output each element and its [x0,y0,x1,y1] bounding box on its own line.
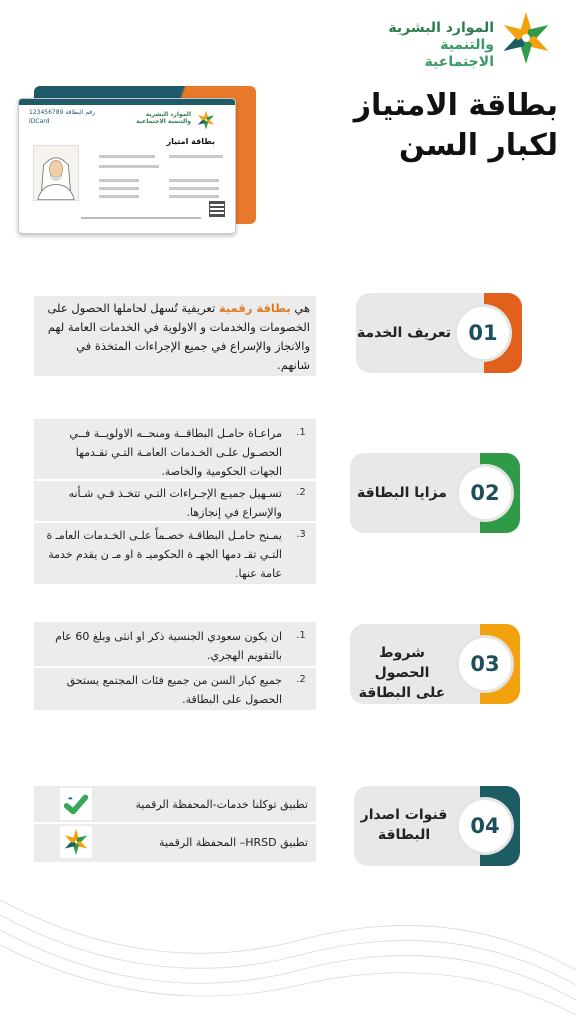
section-02-number: 02 [456,464,514,522]
service-definition-text [34,296,316,378]
condition-item-2-number: 2. [296,674,306,685]
card-logo-line-1: الموارد البشرية [145,111,191,118]
definition-prefix: هي [290,301,310,315]
card-hrsd-star-icon [195,109,217,131]
section-04-content [34,786,316,862]
section-01-label: تعريف الخدمة [356,325,452,341]
condition-item-1-number: 1. [296,630,306,641]
card-field-line [99,165,159,168]
card-id-label: IDCard [29,118,50,125]
section-01-content [34,296,316,376]
page-title-line-2: لكبار السن [398,128,558,163]
ministry-logo-text [384,20,494,71]
card-field-line [169,187,219,190]
card-footer-line [81,217,201,219]
section-03-label-line-1: شروط الحصول [374,645,430,681]
card-field-line [99,187,139,190]
page-title-line-1: بطاقة الامتياز [353,88,558,123]
section-04-number: 04 [456,797,514,855]
condition-item-1 [34,624,316,668]
channel-hrsd-text: تطبيق HRSD– المحفظة الرقمية [159,835,308,849]
background-wave-decoration [0,860,576,1024]
card-logo-line-2: والتنمية الاجتماعية [136,118,191,125]
card-field-line [99,179,139,182]
section-03-content [34,622,316,710]
digital-card-highlight: بطاقة رقمية [218,301,291,315]
condition-item-2-text: جميع كبار السن من جميع فئات المجتمع يستحق الحصول على البطاقة. [66,674,282,706]
benefit-item-2-number: 2. [296,487,306,498]
card-field-line [169,155,223,158]
benefit-item-3-text: يمـنح حامـل البطاقـة خصـماً علـى الخـدمات العامـ ة التـي تقـ دمها الجهـ ة الحكوميـ ة او مـ ن يقدم خدمة عامة عنها. [46,529,282,580]
section-04-label-line-1: قنوات اصدار [360,807,448,823]
section-03-number: 03 [456,635,514,693]
section-02-label: مزايا البطاقة [357,485,447,501]
section-04-label [354,805,454,845]
benefit-item-1-text: مراعـاة حامـل البطاقــة ومنحــه الاولويــة فــي الحصـول علـى الخـدمات العامـة التـي تقـدمها الجهات الحكومية والخاصة. [69,427,282,478]
hrsd-logo-icon [60,826,92,858]
channel-tawakkalna-text: تطبيق توكلنا خدمات-المحفظة الرقمية [135,797,308,811]
section-01-number: 01 [454,304,512,362]
privilege-card-image [18,98,236,234]
card-title: بطاقة امتياز [166,137,215,146]
channel-tawakkalna[interactable] [34,786,316,822]
ministry-logo [384,6,560,72]
qr-code-icon [209,201,225,217]
condition-item-1-text: ان يكون سعودي الجنسية ذكر او انثى وبلغ 60 عام بالتقويم الهجري. [55,630,282,662]
benefit-item-2-text: تسـهيل جميـع الإجـراءات التـي تتخـذ فـي شـأنه والإسراع في إنجازها. [68,487,282,519]
tawakkalna-icon [60,788,92,820]
benefit-item-1 [34,421,316,484]
condition-item-2 [34,668,316,712]
card-field-line [169,195,219,198]
section-01-header [356,293,522,373]
definition-body: تعريفية تُسهل لحاملها الحصول على الخصومات والخدمات و الاولوية في الخدمات العامة لهم والانجاز والإسراع في جميع الإجراءات المتخذة في شانهم. [47,301,310,372]
channel-hrsd[interactable] [34,824,316,860]
card-id-number: 123456789 رقم البطاقة [29,109,96,116]
card-field-line [99,155,155,158]
section-03-header [350,624,520,704]
card-top-strip [19,99,236,105]
page-title [318,86,558,166]
card-field-line [169,179,219,182]
card-logo-text [136,111,191,125]
section-03-label [350,643,454,703]
logo-line-2: والتنمية الاجتماعية [424,37,494,70]
benefit-item-3 [34,523,316,586]
elder-portrait-icon [34,146,78,200]
card-field-line [99,195,139,198]
benefit-item-2 [34,481,316,525]
section-02-header [350,453,520,533]
section-02-content [34,419,316,584]
benefit-item-1-number: 1. [296,427,306,438]
section-04-label-line-2: البطاقة [377,827,431,843]
section-04-header [354,786,520,866]
hrsd-star-icon [496,8,556,68]
benefit-item-3-number: 3. [296,529,306,540]
card-holder-photo [33,145,79,201]
section-03-label-line-2: على البطاقة [358,685,446,701]
logo-line-1: الموارد البشرية [388,20,494,36]
